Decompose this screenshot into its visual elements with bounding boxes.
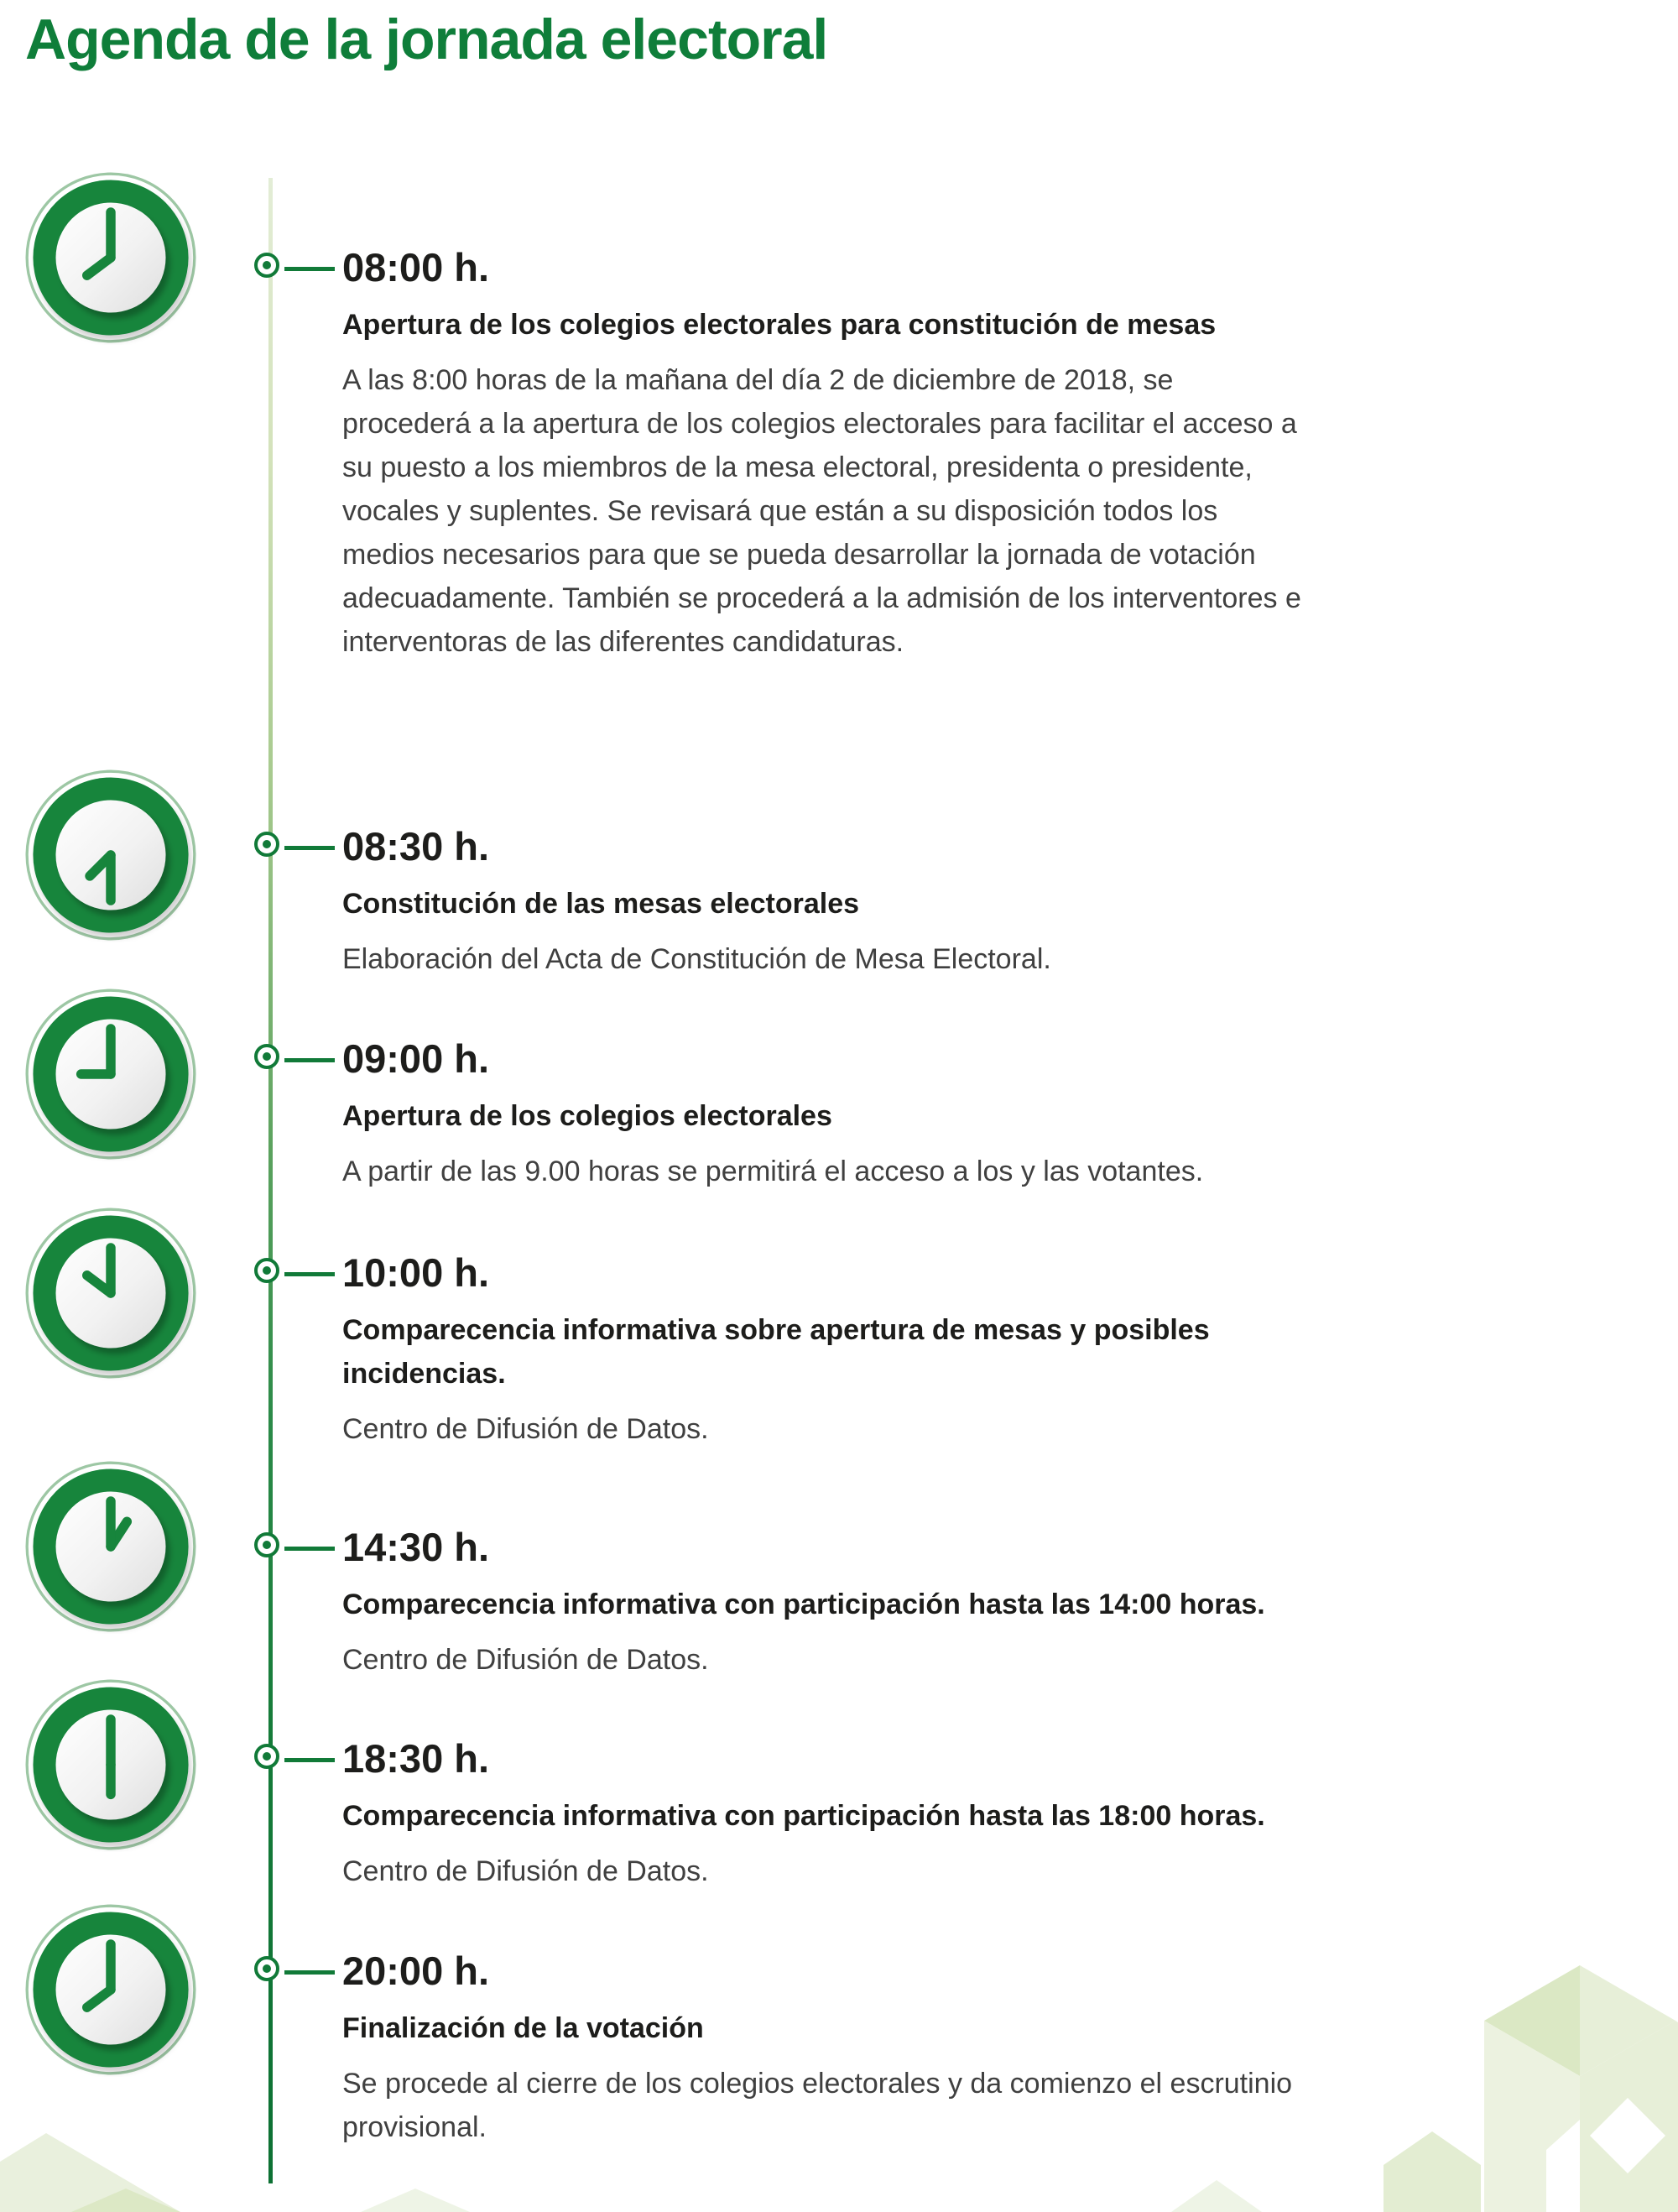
timeline-entry <box>342 1737 1576 1893</box>
entry-time: 08:00 h. <box>342 245 490 290</box>
timeline-node <box>254 1532 279 1557</box>
timeline-entry <box>342 1251 1576 1451</box>
page-title: Agenda de la jornada electoral <box>25 8 828 71</box>
entry-subtitle: Comparecencia informativa sobre apertura de mesas y posibles incidencias. <box>342 1313 1210 1390</box>
entry-body: Centro de Difusión de Datos. <box>342 1855 709 1887</box>
timeline-connector <box>284 267 335 271</box>
entry-subtitle: Constitución de las mesas electorales <box>342 887 860 920</box>
entry-time: 20:00 h. <box>342 1949 490 1993</box>
entry-time: 08:30 h. <box>342 824 490 869</box>
entry-subtitle: Apertura de los colegios electorales <box>342 1099 832 1132</box>
timeline-connector <box>284 1547 335 1551</box>
decorative-pattern <box>0 1876 1678 2212</box>
entry-body: A las 8:00 horas de la mañana del día 2 de diciembre de 2018, se procederá a la apertura de los colegios electorales para facilitar el acceso a su puesto a los miembros de la mesa electoral, presidenta o presidente, vocales y suplentes. Se revisará que están a su disposición todos los medios necesarios para que se pueda desarrollar la jornada de votación adecuadamente. También se procederá a la admisión de los interventores e interventoras de las diferentes candidaturas. <box>342 363 1301 658</box>
timeline-node <box>254 1744 279 1769</box>
clock-icon <box>23 170 198 345</box>
timeline-entry <box>342 1526 1576 1682</box>
timeline-node <box>254 1258 279 1283</box>
entry-subtitle: Apertura de los colegios electorales para constitución de mesas <box>342 308 1217 341</box>
timeline-connector <box>284 1058 335 1062</box>
timeline-entry <box>342 825 1576 981</box>
entry-body: A partir de las 9.00 horas se permitirá el acceso a los y las votantes. <box>342 1155 1204 1187</box>
entry-time: 14:30 h. <box>342 1525 490 1569</box>
clock-icon <box>23 1459 198 1634</box>
entry-body: Elaboración del Acta de Constitución de Mesa Electoral. <box>342 942 1051 975</box>
clock-icon <box>23 987 198 1161</box>
timeline-entry <box>342 1037 1576 1193</box>
timeline-node <box>254 1044 279 1069</box>
entry-time: 09:00 h. <box>342 1036 490 1081</box>
entry-body: Centro de Difusión de Datos. <box>342 1412 709 1445</box>
timeline-entry <box>342 246 1576 664</box>
clock-icon <box>23 768 198 942</box>
timeline-node <box>254 832 279 857</box>
entry-body: Centro de Difusión de Datos. <box>342 1643 709 1676</box>
timeline-connector <box>284 1758 335 1762</box>
timeline-node <box>254 253 279 278</box>
entry-time: 10:00 h. <box>342 1250 490 1295</box>
clock-icon <box>23 1206 198 1380</box>
entry-time: 18:30 h. <box>342 1736 490 1781</box>
entry-subtitle: Comparecencia informativa con participación hasta las 18:00 horas. <box>342 1799 1265 1832</box>
entry-body: Se procede al cierre de los colegios electorales y da comienzo el escrutinio provisional. <box>342 2067 1293 2143</box>
entry-subtitle: Comparecencia informativa con participación hasta las 14:00 horas. <box>342 1588 1265 1620</box>
timeline-connector <box>284 846 335 850</box>
timeline-connector <box>284 1272 335 1276</box>
clock-icon <box>23 1677 198 1852</box>
entry-subtitle: Finalización de la votación <box>342 2011 704 2044</box>
